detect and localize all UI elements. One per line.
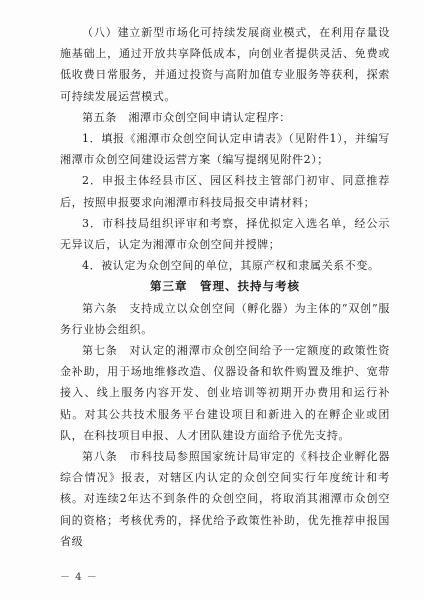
page-number: － 4 － — [60, 572, 98, 583]
procedure-step-2: 2．申报主体经县市区、园区科技主管部门初审、同意推荐后，按照申报要求向湘潭市科技局报交申请材料； — [60, 174, 390, 209]
paragraph-item-8: （八）建立新型市场化可持续发展商业模式，在利用存量设施基础上，通过开放共享降低成本，向创业者提供灵活、免费或低收费日常服务，并通过投资与高附加值专业服务等获利，探索可持续发展运营模式。 — [60, 26, 390, 103]
procedure-step-1: 1．填报《湘潭市众创空间认定申请表》（见附件1），并编写湘潭市众创空间建设运营方案（编写提纲见附件2）； — [60, 132, 390, 167]
article-7: 第七条 对认定的湘潭市众创空间给予一定额度的政策性资金补助，用于场地维修改造、仪器设备和软件购置及维护、宽带接入、线上服务内容开发、创业培训等初期开办费用和运行补贴。对其公共技术服务平台建设项目和新进入的在孵企业或团队，在科技项目申报、人才团队建设方面给予优先支持。 — [60, 344, 390, 442]
document-body — [60, 22, 390, 552]
article-8: 第八条 市科技局参照国家统计局审定的《科技企业孵化器综合情况》报表，对辖区内认定的众创空间实行年度统计和考核。对连续2年达不到条件的众创空间，将取消其湘潭市众创空间的资格；考核优秀的，择优给予政策性补助，优先推荐申报国省级 — [60, 450, 390, 548]
article-6: 第六条 支持成立以众创空间（孵化器）为主体的“双创”服务行业协会组织。 — [60, 301, 390, 336]
chapter-title: 第三章 管理、扶持与考核 — [150, 279, 300, 294]
procedure-step-3: 3．市科技局组织评审和考察，择优拟定入选名单，经公示无异议后，认定为湘潭市众创空间并授牌； — [60, 216, 390, 252]
procedure-step-4: 4．被认定为众创空间的单位，其原产权和隶属关系不变。 — [82, 259, 380, 273]
article-5-heading: 第五条 湘潭市众创空间申请认定程序： — [82, 110, 291, 124]
